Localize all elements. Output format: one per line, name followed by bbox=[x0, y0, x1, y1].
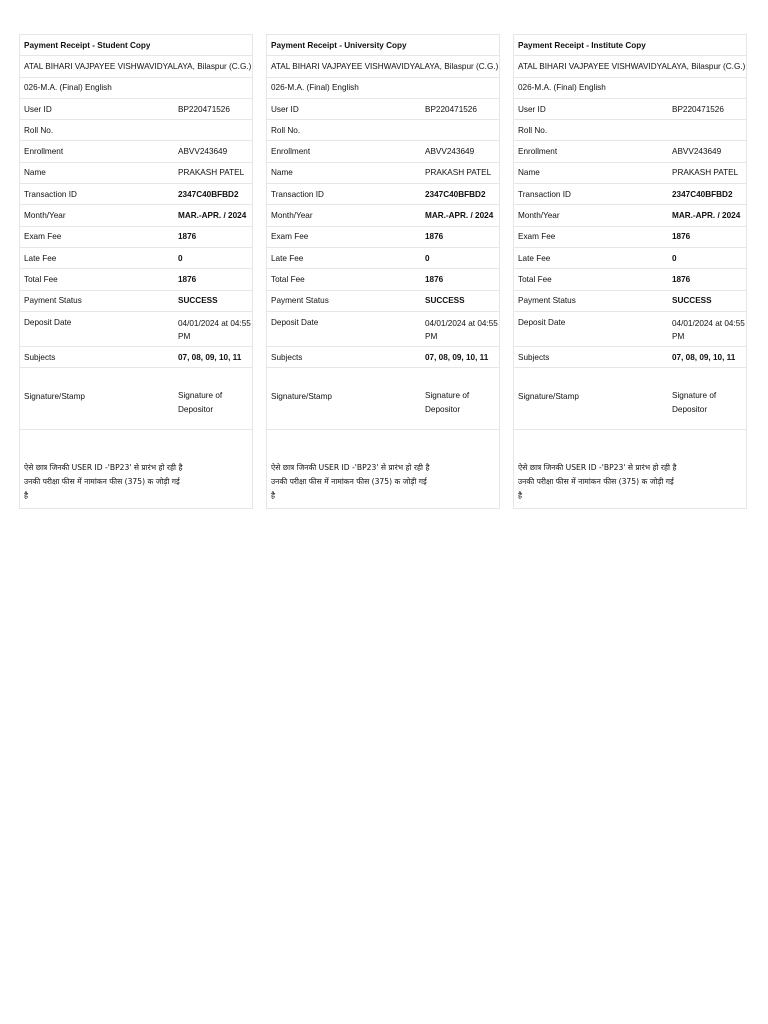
field-value: PRAKASH PATEL bbox=[672, 168, 739, 178]
receipt-student-copy bbox=[19, 34, 253, 509]
field-value: 0 bbox=[672, 253, 677, 263]
field-value: 0 bbox=[425, 253, 430, 263]
field-value: SUCCESS bbox=[672, 296, 712, 306]
field-value: 1876 bbox=[178, 274, 197, 284]
course-row bbox=[267, 78, 499, 99]
field-row-month-year bbox=[514, 205, 746, 226]
field-label: Roll No. bbox=[518, 125, 548, 135]
university-name: ATAL BIHARI VAJPAYEE VISHWAVIDYALAYA, Bilaspur (C.G.) bbox=[518, 61, 746, 71]
field-label: Enrollment bbox=[271, 147, 311, 157]
field-value: BP220471526 bbox=[178, 104, 230, 114]
notice-text: ऐसे छात्र जिनकी USER ID -'BP23' से प्रारंभ हो रही है उनकी परीक्षा फीस में नामांकन फीस (375) क जोड़ी गई है bbox=[518, 463, 677, 500]
field-label: Exam Fee bbox=[271, 232, 309, 242]
field-label: Transaction ID bbox=[271, 189, 324, 199]
field-row-deposit-date bbox=[514, 312, 746, 347]
notice-text: ऐसे छात्र जिनकी USER ID -'BP23' से प्रारंभ हो रही है उनकी परीक्षा फीस में नामांकन फीस (375) क जोड़ी गई है bbox=[24, 463, 183, 500]
field-row-month-year bbox=[267, 205, 499, 226]
field-label: Deposit Date bbox=[518, 317, 566, 327]
field-row-transaction-id bbox=[20, 184, 252, 205]
field-value: 04/01/2024 at 04:55 PM bbox=[178, 318, 251, 342]
field-row-user-id bbox=[267, 99, 499, 120]
field-value: ABVV243649 bbox=[672, 147, 722, 157]
field-row-subjects bbox=[514, 347, 746, 368]
field-row-total-fee bbox=[514, 269, 746, 290]
field-label: Month/Year bbox=[518, 211, 560, 221]
field-label: Roll No. bbox=[24, 125, 54, 135]
field-row-late-fee bbox=[514, 248, 746, 269]
field-label: Name bbox=[518, 168, 540, 178]
field-value: ABVV243649 bbox=[425, 147, 475, 157]
field-label: Exam Fee bbox=[518, 232, 556, 242]
field-label: Total Fee bbox=[518, 274, 552, 284]
signature-row bbox=[267, 389, 499, 430]
signature-value: Signature of Depositor bbox=[672, 391, 717, 414]
signature-label: Signature/Stamp bbox=[518, 392, 579, 402]
field-label: Month/Year bbox=[271, 211, 313, 221]
field-row-late-fee bbox=[267, 248, 499, 269]
field-value: 1876 bbox=[672, 274, 691, 284]
university-row bbox=[20, 56, 252, 77]
field-value: 2347C40BFBD2 bbox=[178, 189, 239, 199]
field-label: Late Fee bbox=[24, 253, 57, 263]
field-row-month-year bbox=[20, 205, 252, 226]
field-label: Subjects bbox=[518, 352, 550, 362]
field-row-enrollment bbox=[514, 141, 746, 162]
field-label: Payment Status bbox=[518, 296, 576, 306]
field-row-roll-no bbox=[20, 120, 252, 141]
field-value: PRAKASH PATEL bbox=[178, 168, 245, 178]
signature-row bbox=[514, 389, 746, 430]
receipt-title: Payment Receipt - University Copy bbox=[271, 40, 407, 50]
field-row-exam-fee bbox=[267, 227, 499, 248]
field-value: BP220471526 bbox=[425, 104, 477, 114]
field-value: ABVV243649 bbox=[178, 147, 228, 157]
field-label: Name bbox=[271, 168, 293, 178]
field-row-name bbox=[267, 163, 499, 184]
field-label: Subjects bbox=[24, 352, 56, 362]
field-value: 07, 08, 09, 10, 11 bbox=[425, 352, 489, 362]
field-label: Month/Year bbox=[24, 211, 66, 221]
field-row-roll-no bbox=[514, 120, 746, 141]
field-label: Enrollment bbox=[518, 147, 558, 157]
course-name: 026-M.A. (Final) English bbox=[518, 83, 606, 93]
field-label: Roll No. bbox=[271, 125, 301, 135]
university-row bbox=[267, 56, 499, 77]
field-label: User ID bbox=[271, 104, 299, 114]
signature-label: Signature/Stamp bbox=[271, 392, 332, 402]
field-value: 1876 bbox=[425, 232, 444, 242]
field-row-name bbox=[20, 163, 252, 184]
field-row-payment-status bbox=[267, 291, 499, 312]
field-row-transaction-id bbox=[514, 184, 746, 205]
spacer bbox=[267, 368, 499, 389]
field-label: User ID bbox=[24, 104, 52, 114]
field-value: BP220471526 bbox=[672, 104, 724, 114]
field-value: SUCCESS bbox=[178, 296, 218, 306]
signature-label: Signature/Stamp bbox=[24, 392, 85, 402]
course-row bbox=[20, 78, 252, 99]
field-label: Exam Fee bbox=[24, 232, 62, 242]
field-row-name bbox=[514, 163, 746, 184]
field-row-subjects bbox=[267, 347, 499, 368]
course-name: 026-M.A. (Final) English bbox=[271, 83, 359, 93]
receipt-institute-copy bbox=[513, 34, 747, 509]
signature-value: Signature of Depositor bbox=[178, 391, 223, 414]
field-row-user-id bbox=[20, 99, 252, 120]
field-label: Enrollment bbox=[24, 147, 64, 157]
university-name: ATAL BIHARI VAJPAYEE VISHWAVIDYALAYA, Bilaspur (C.G.) bbox=[24, 61, 252, 71]
field-row-late-fee bbox=[20, 248, 252, 269]
field-value: 0 bbox=[178, 253, 183, 263]
field-label: User ID bbox=[518, 104, 546, 114]
field-label: Total Fee bbox=[271, 274, 305, 284]
field-label: Subjects bbox=[271, 352, 303, 362]
field-row-exam-fee bbox=[514, 227, 746, 248]
field-label: Late Fee bbox=[271, 253, 304, 263]
field-row-deposit-date bbox=[20, 312, 252, 347]
field-row-total-fee bbox=[20, 269, 252, 290]
field-value: PRAKASH PATEL bbox=[425, 168, 492, 178]
field-row-subjects bbox=[20, 347, 252, 368]
field-label: Total Fee bbox=[24, 274, 58, 284]
field-value: MAR.-APR. / 2024 bbox=[178, 211, 247, 221]
notice-text: ऐसे छात्र जिनकी USER ID -'BP23' से प्रारंभ हो रही है उनकी परीक्षा फीस में नामांकन फीस (375) क जोड़ी गई है bbox=[271, 463, 430, 500]
field-value: 07, 08, 09, 10, 11 bbox=[672, 352, 736, 362]
field-row-exam-fee bbox=[20, 227, 252, 248]
field-row-transaction-id bbox=[267, 184, 499, 205]
field-value: 2347C40BFBD2 bbox=[672, 189, 733, 199]
field-label: Transaction ID bbox=[518, 189, 571, 199]
field-row-user-id bbox=[514, 99, 746, 120]
course-row bbox=[514, 78, 746, 99]
receipt-title: Payment Receipt - Student Copy bbox=[24, 40, 151, 50]
field-label: Transaction ID bbox=[24, 189, 77, 199]
field-label: Payment Status bbox=[24, 296, 82, 306]
spacer bbox=[514, 368, 746, 389]
receipt-title: Payment Receipt - Institute Copy bbox=[518, 40, 646, 50]
field-value: 1876 bbox=[672, 232, 691, 242]
field-row-deposit-date bbox=[267, 312, 499, 347]
field-row-total-fee bbox=[267, 269, 499, 290]
receipt-title-row bbox=[514, 35, 746, 56]
receipt-title-row bbox=[20, 35, 252, 56]
field-row-payment-status bbox=[20, 291, 252, 312]
field-row-enrollment bbox=[20, 141, 252, 162]
field-value: 04/01/2024 at 04:55 PM bbox=[425, 318, 498, 342]
field-label: Late Fee bbox=[518, 253, 551, 263]
field-value: 07, 08, 09, 10, 11 bbox=[178, 352, 242, 362]
field-value: MAR.-APR. / 2024 bbox=[425, 211, 494, 221]
spacer bbox=[20, 368, 252, 389]
university-row bbox=[514, 56, 746, 77]
receipt-title-row bbox=[267, 35, 499, 56]
field-row-roll-no bbox=[267, 120, 499, 141]
field-value: SUCCESS bbox=[425, 296, 465, 306]
field-row-enrollment bbox=[267, 141, 499, 162]
course-name: 026-M.A. (Final) English bbox=[24, 83, 112, 93]
field-value: MAR.-APR. / 2024 bbox=[672, 211, 741, 221]
field-row-payment-status bbox=[514, 291, 746, 312]
signature-value: Signature of Depositor bbox=[425, 391, 470, 414]
university-name: ATAL BIHARI VAJPAYEE VISHWAVIDYALAYA, Bilaspur (C.G.) bbox=[271, 61, 499, 71]
field-label: Name bbox=[24, 168, 46, 178]
field-label: Deposit Date bbox=[24, 317, 72, 327]
field-label: Payment Status bbox=[271, 296, 329, 306]
field-value: 2347C40BFBD2 bbox=[425, 189, 486, 199]
signature-row bbox=[20, 389, 252, 430]
field-value: 1876 bbox=[178, 232, 197, 242]
field-label: Deposit Date bbox=[271, 317, 319, 327]
field-value: 1876 bbox=[425, 274, 444, 284]
field-value: 04/01/2024 at 04:55 PM bbox=[672, 318, 745, 342]
receipt-university-copy bbox=[266, 34, 500, 509]
